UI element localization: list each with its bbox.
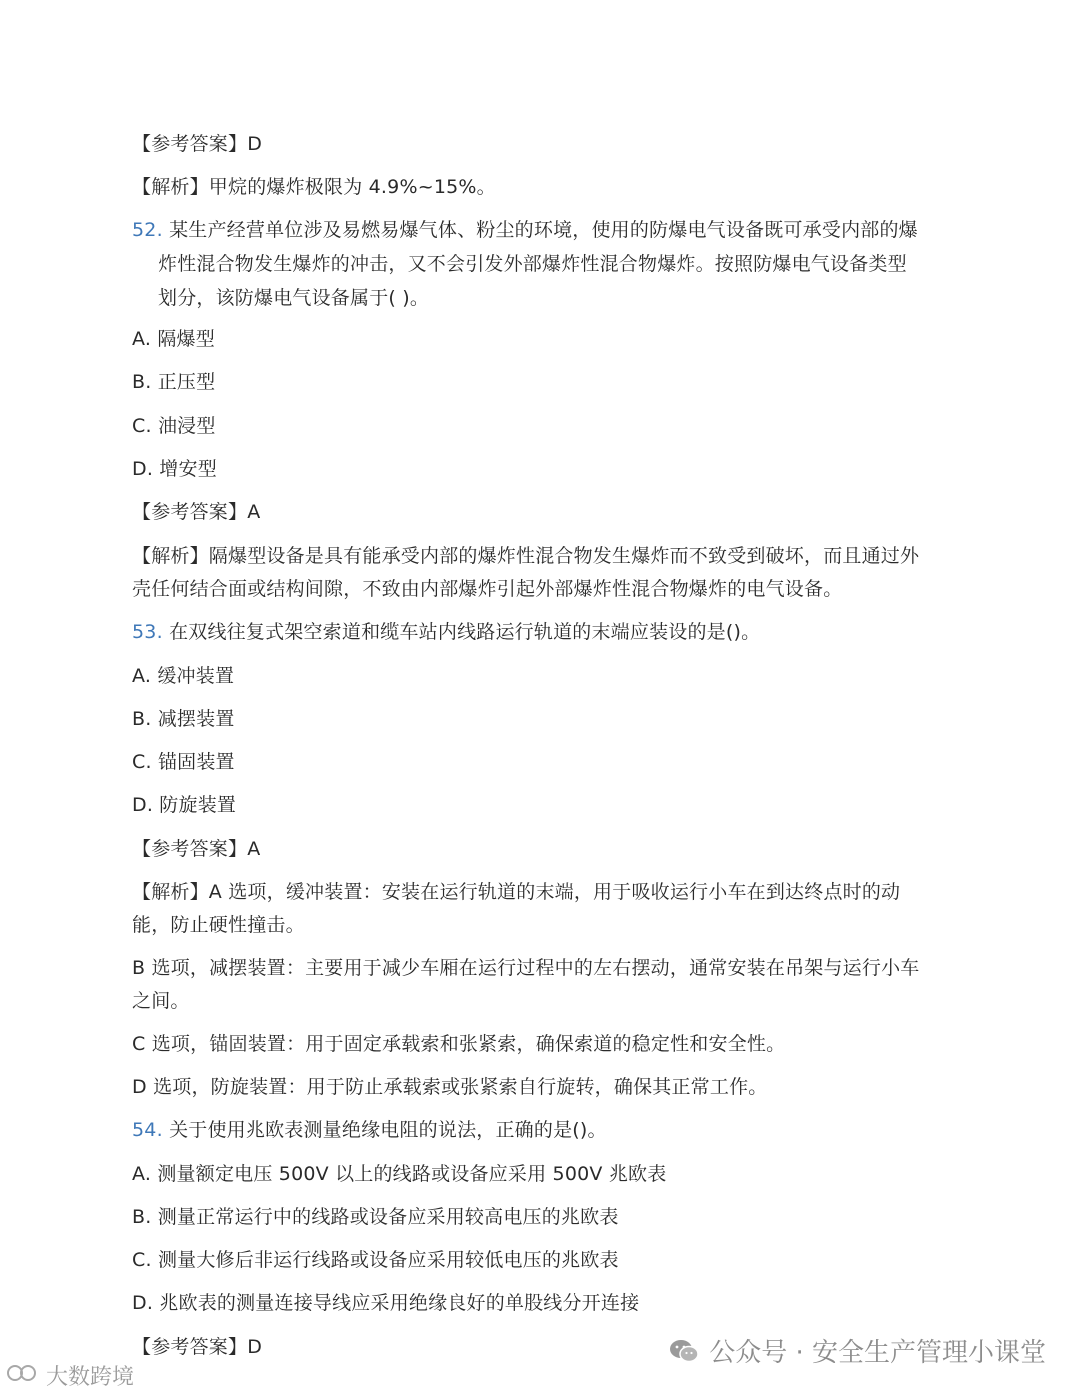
account-watermark bbox=[669, 1332, 1046, 1369]
question-text: 关于使用兆欧表测量绝缘电阻的说法，正确的是()。 bbox=[169, 1119, 607, 1141]
option-d: D. 防旋装置 bbox=[132, 794, 237, 816]
explanation-line: D 选项，防旋装置：用于防止承载索或张紧索自行旋转，确保其正常工作。 bbox=[132, 1076, 768, 1098]
explanation-line: 之间。 bbox=[132, 990, 190, 1012]
site-name: 大数跨境 bbox=[46, 1365, 135, 1390]
option-b: B. 正压型 bbox=[132, 371, 216, 393]
question-number: 53. bbox=[132, 621, 163, 643]
option-a: A. 隔爆型 bbox=[132, 328, 215, 350]
question-52-line-3: 划分，该防爆电气设备属于( )。 bbox=[158, 287, 430, 309]
option-c: C. 锚固装置 bbox=[132, 751, 235, 773]
option-b: B. 测量正常运行中的线路或设备应采用较高电压的兆欧表 bbox=[132, 1206, 619, 1228]
answer-line: 【参考答案】D bbox=[132, 133, 263, 155]
question-text: 某生产经营单位涉及易燃易爆气体、粉尘的环境，使用的防爆电气设备既可承受内部的爆 bbox=[169, 219, 918, 241]
explanation-line: 【解析】隔爆型设备是具有能承受内部的爆炸性混合物发生爆炸而不致受到破坏，而且通过外 bbox=[132, 545, 920, 567]
explanation-line: C 选项，锚固装置：用于固定承载索和张紧索，确保索道的稳定性和安全性。 bbox=[132, 1033, 786, 1055]
account-name: 公众号 · 安全生产管理小课堂 bbox=[709, 1338, 1046, 1368]
question-number: 54. bbox=[132, 1119, 163, 1141]
answer-line: 【参考答案】A bbox=[132, 838, 261, 860]
explanation-line: B 选项，减摆装置：主要用于减少车厢在运行过程中的左右摆动，通常安装在吊架与运行小车 bbox=[132, 957, 920, 979]
option-c: C. 油浸型 bbox=[132, 415, 216, 437]
explanation-line: 壳任何结合面或结构间隙，不致由内部爆炸引起外部爆炸性混合物爆炸的电气设备。 bbox=[132, 578, 843, 600]
explanation-line: 【解析】甲烷的爆炸极限为 4.9%~15%。 bbox=[132, 176, 496, 198]
option-d: D. 兆欧表的测量连接导线应采用绝缘良好的单股线分开连接 bbox=[132, 1292, 640, 1314]
question-53-line-1 bbox=[132, 620, 760, 644]
option-b: B. 减摆装置 bbox=[132, 708, 235, 730]
site-watermark bbox=[6, 1360, 134, 1391]
explanation-line: 能，防止硬性撞击。 bbox=[132, 914, 305, 936]
question-54-line-1 bbox=[132, 1118, 607, 1142]
explanation-line: 【解析】A 选项，缓冲装置：安装在运行轨道的末端，用于吸收运行小车在到达终点时的动 bbox=[132, 881, 901, 903]
logo-icon bbox=[6, 1362, 40, 1390]
question-text: 在双线往复式架空索道和缆车站内线路运行轨道的末端应装设的是()。 bbox=[169, 621, 761, 643]
option-d: D. 增安型 bbox=[132, 458, 217, 480]
option-a: A. 测量额定电压 500V 以上的线路或设备应采用 500V 兆欧表 bbox=[132, 1163, 667, 1185]
question-number: 52. bbox=[132, 219, 163, 241]
question-52-line-2: 炸性混合物发生爆炸的冲击，又不会引发外部爆炸性混合物爆炸。按照防爆电气设备类型 bbox=[158, 253, 907, 275]
wechat-icon bbox=[669, 1338, 699, 1364]
question-52-line-1 bbox=[132, 218, 918, 242]
answer-line: 【参考答案】D bbox=[132, 1336, 263, 1358]
option-c: C. 测量大修后非运行线路或设备应采用较低电压的兆欧表 bbox=[132, 1249, 619, 1271]
answer-line: 【参考答案】A bbox=[132, 501, 261, 523]
option-a: A. 缓冲装置 bbox=[132, 665, 235, 687]
